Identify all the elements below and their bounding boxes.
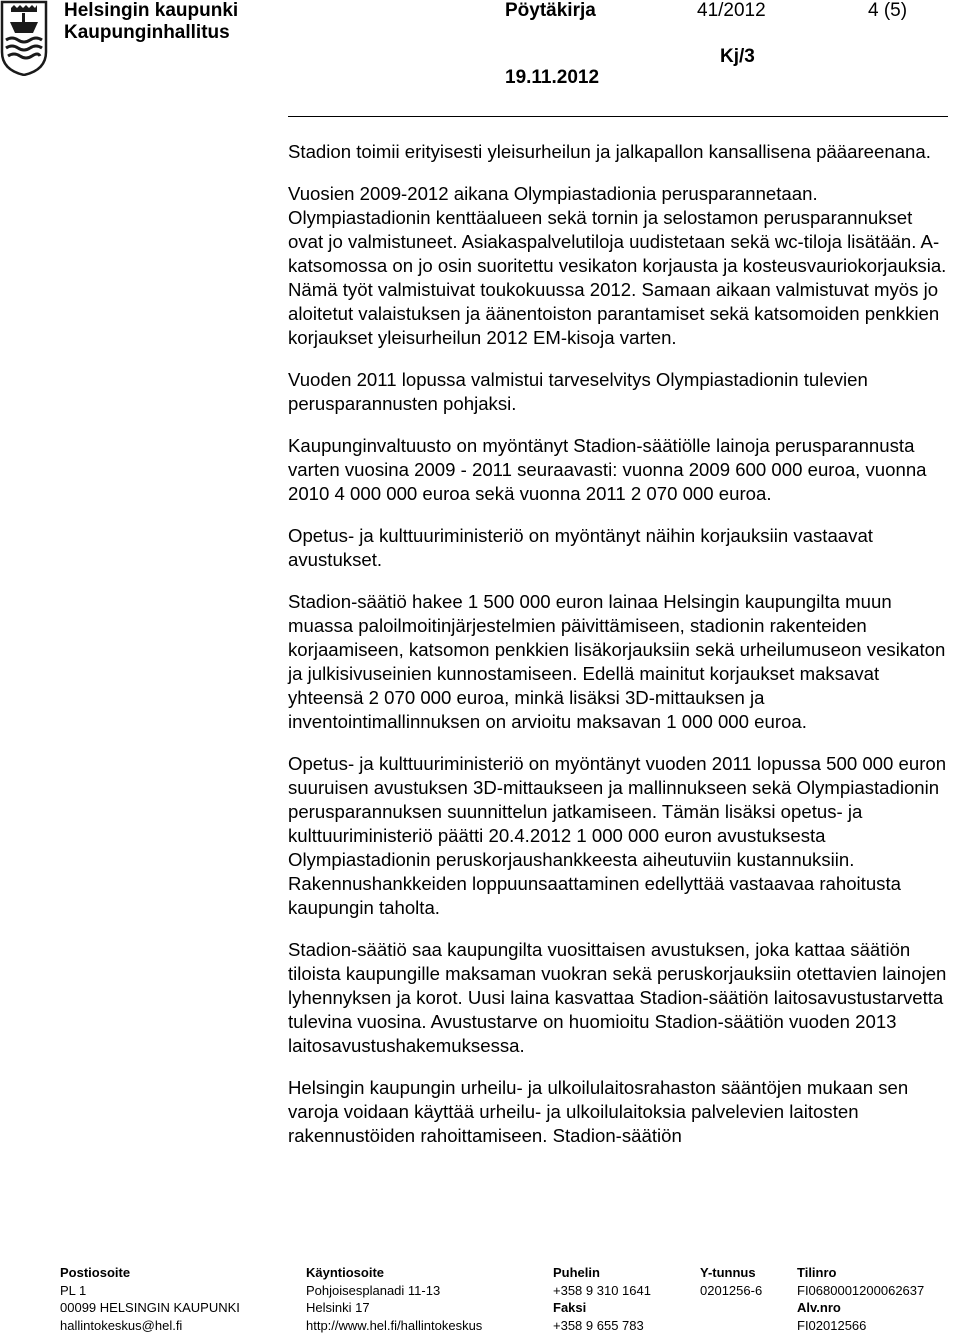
organization-name: Helsingin kaupunki [64, 0, 238, 22]
footer-phone-heading: Puhelin [553, 1264, 651, 1282]
page-number: 4 (5) [868, 0, 907, 22]
footer-postal-city: 00099 HELSINGIN KAUPUNKI [60, 1299, 240, 1317]
footer-vat-number: FI02012566 [797, 1317, 924, 1334]
document-body [288, 140, 948, 1166]
footer-postal-box: PL 1 [60, 1282, 240, 1300]
meeting-date: 19.11.2012 [505, 67, 599, 89]
footer-website: http://www.hel.fi/hallintokeskus [306, 1317, 482, 1334]
footer-postal-address [60, 1264, 240, 1334]
footer-account-heading: Tilinro [797, 1264, 924, 1282]
footer-business-id [700, 1264, 762, 1299]
document-type: Pöytäkirja [505, 0, 596, 22]
header-divider [288, 116, 948, 117]
footer-account-number: FI0680001200062637 [797, 1282, 924, 1300]
footer-phone [553, 1264, 651, 1334]
paragraph-2: Vuosien 2009-2012 aikana Olympiastadionia perusparannetaan. Olympiastadionin kenttäalueen sekä tornin ja selostamon perusparannukset ovat jo valmistuneet. Asiakaspalvelutiloja uudistetaan sekä wc-tiloja lisätään. A-katsomossa on jo osin suoritettu vesikaton korjausta ja kosteusvauriokorjauksia. Nämä työt valmistuivat toukokuussa 2012. Samaan aikaan valmistuvat myös jo aloitetut valaistuksen ja äänentoiston parantamiset sekä katsomoiden penkkien korjaukset yleisurheilun 2012 EM-kisoja varten. [288, 182, 948, 350]
body-name: Kaupunginhallitus [64, 22, 230, 44]
footer-street: Pohjoisesplanadi 11-13 [306, 1282, 482, 1300]
document-number: 41/2012 [697, 0, 766, 22]
footer-account [797, 1264, 924, 1334]
paragraph-3: Vuoden 2011 lopussa valmistui tarveselvitys Olympiastadionin tulevien perusparannusten pohjaksi. [288, 368, 948, 416]
footer-phone-number: +358 9 310 1641 [553, 1282, 651, 1300]
footer-visiting-address [306, 1264, 482, 1334]
paragraph-1: Stadion toimii erityisesti yleisurheilun ja jalkapallon kansallisena pääareenana. [288, 140, 948, 164]
footer-business-id-heading: Y-tunnus [700, 1264, 762, 1282]
paragraph-4: Kaupunginvaltuusto on myöntänyt Stadion-säätiölle lainoja perusparannusta varten vuosina 2009 - 2011 seuraavasti: vuonna 2009 600 000 euroa, vuonna 2010 4 000 000 euroa sekä vuonna 2011 2 070 000 euroa. [288, 434, 948, 506]
footer-fax-number: +358 9 655 783 [553, 1317, 651, 1334]
paragraph-9: Helsingin kaupungin urheilu- ja ulkoilulaitosrahaston sääntöjen mukaan sen varoja voidaan käyttää urheilu- ja ulkoilulaitoksia palvelevien laitosten rakennustöiden rahoittamiseen. Stadion-säätiön [288, 1076, 948, 1148]
footer-postal-heading: Postiosoite [60, 1264, 240, 1282]
footer-visiting-city: Helsinki 17 [306, 1299, 482, 1317]
footer-business-id-value: 0201256-6 [700, 1282, 762, 1300]
paragraph-8: Stadion-säätiö saa kaupungilta vuosittaisen avustuksen, joka kattaa säätiön tiloista kaupungille maksaman vuokran sekä peruskorjauksiin otettavien lainojen lyhennyksen ja korot. Uusi laina kasvattaa Stadion-säätiön laitosavustustarvetta tulevina vuosina. Avustustarve on huomioitu Stadion-säätiön vuoden 2013 laitosavustushakemuksessa. [288, 938, 948, 1058]
footer-visiting-heading: Käyntiosoite [306, 1264, 482, 1282]
section-number: Kj/3 [720, 46, 755, 68]
paragraph-5: Opetus- ja kulttuuriministeriö on myöntänyt näihin korjauksiin vastaavat avustukset. [288, 524, 948, 572]
footer-email: hallintokeskus@hel.fi [60, 1317, 240, 1334]
paragraph-6: Stadion-säätiö hakee 1 500 000 euron lainaa Helsingin kaupungilta muun muassa paloilmoitinjärjestelmien päivittämiseen, stadionin rakenteiden korjaamiseen, katsomon penkkien lisäkorjauksiin sekä urheilumuseon vesikaton ja julkisivuseinien kunnostamiseen. Edellä mainitut korjaukset maksavat yhteensä 2 070 000 euroa, minkä lisäksi 3D-mittauksen ja inventointimallinnuksen on arvioitu maksavan 1 000 000 euroa. [288, 590, 948, 734]
paragraph-7: Opetus- ja kulttuuriministeriö on myöntänyt vuoden 2011 lopussa 500 000 euron suuruisen avustuksen 3D-mittaukseen ja mallinnukseen sekä Olympiastadionin perusparannuksen suunnittelun jatkamiseen. Tämän lisäksi opetus- ja kulttuuriministeriö päätti 20.4.2012 1 000 000 euron avustuksesta Olympiastadionin peruskorjaushankkeesta aiheutuviin kustannuksiin. Rakennushankkeiden loppuunsaattaminen edellyttää vastaavaa rahoitusta kaupungin taholta. [288, 752, 948, 920]
helsinki-coat-of-arms-icon [0, 0, 48, 76]
footer-fax-heading: Faksi [553, 1299, 651, 1317]
footer-vat-heading: Alv.nro [797, 1299, 924, 1317]
